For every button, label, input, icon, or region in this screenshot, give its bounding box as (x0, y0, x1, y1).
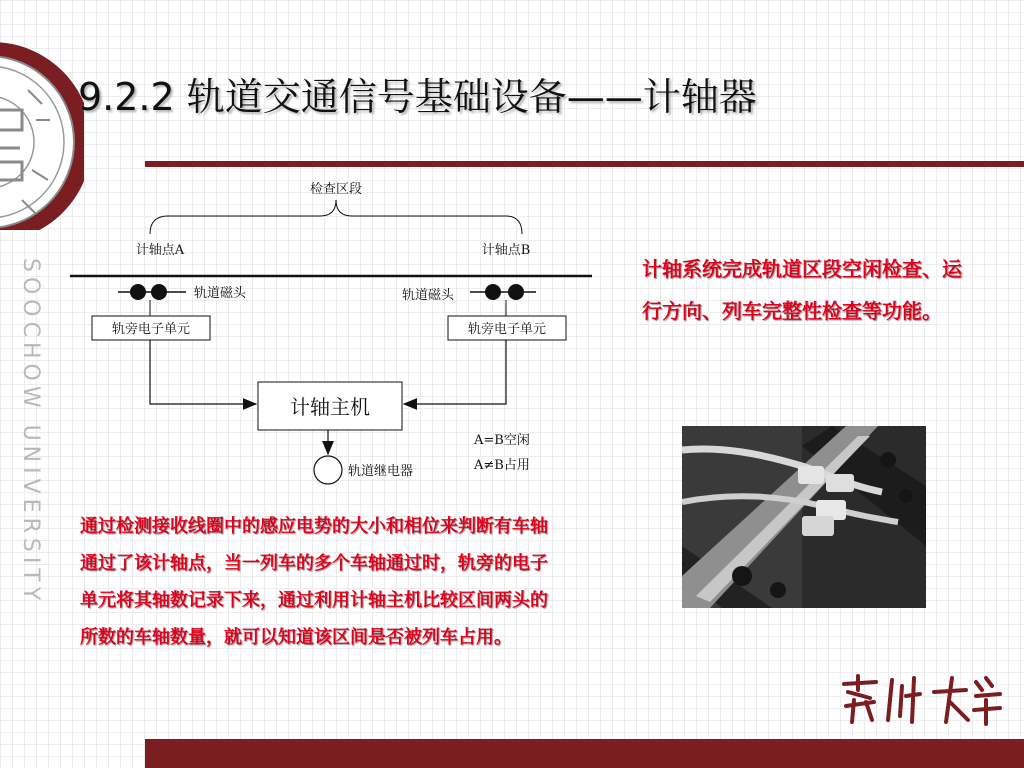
status-occupied: A≠B占用 (474, 458, 530, 473)
left-signal-arrow (150, 340, 256, 404)
vertical-university-name: SOOCHOW UNIVERSITY (18, 258, 43, 606)
right-sensor-label: 轨道磁头 (402, 288, 455, 303)
right-unit-label: 轨旁电子单元 (467, 322, 547, 337)
track-relay-symbol (314, 456, 342, 484)
host-label: 计轴主机 (290, 395, 370, 419)
left-sensor (118, 284, 186, 300)
left-sensor-label: 轨道磁头 (194, 286, 247, 301)
section-brace (150, 200, 522, 234)
section-label: 检查区段 (309, 182, 363, 197)
right-signal-arrow (404, 340, 506, 404)
point-a-label: 计轴点A (135, 243, 185, 258)
left-unit-label: 轨旁电子单元 (111, 322, 191, 337)
working-principle-text: 通过检测接收线圈中的感应电势的大小和相位来判断有车轴通过了该计轴点，当一列车的多个车轴通过时，轨旁的电子单元将其轴数记录下来，通过利用计轴主机比较区间两头的所数的车轴数量，就可以知道该区间是否被列车占用。 (80, 516, 548, 648)
axle-counter-photo (682, 426, 926, 608)
right-sensor (470, 284, 536, 300)
title-divider (145, 161, 1024, 167)
relay-label: 轨道继电器 (348, 464, 414, 479)
status-free: A=B空闲 (474, 433, 530, 448)
axle-counter-diagram (60, 172, 620, 492)
university-calligraphy-logo (836, 672, 1004, 728)
footer-band (145, 739, 1024, 768)
slide-title: 9.2.2 轨道交通信号基础设备——计轴器 (78, 75, 757, 119)
point-b-label: 计轴点B (481, 243, 531, 258)
function-summary: 计轴系统完成轨道区段空闲检查、运行方向、列车完整性检查等功能。 (642, 257, 962, 323)
